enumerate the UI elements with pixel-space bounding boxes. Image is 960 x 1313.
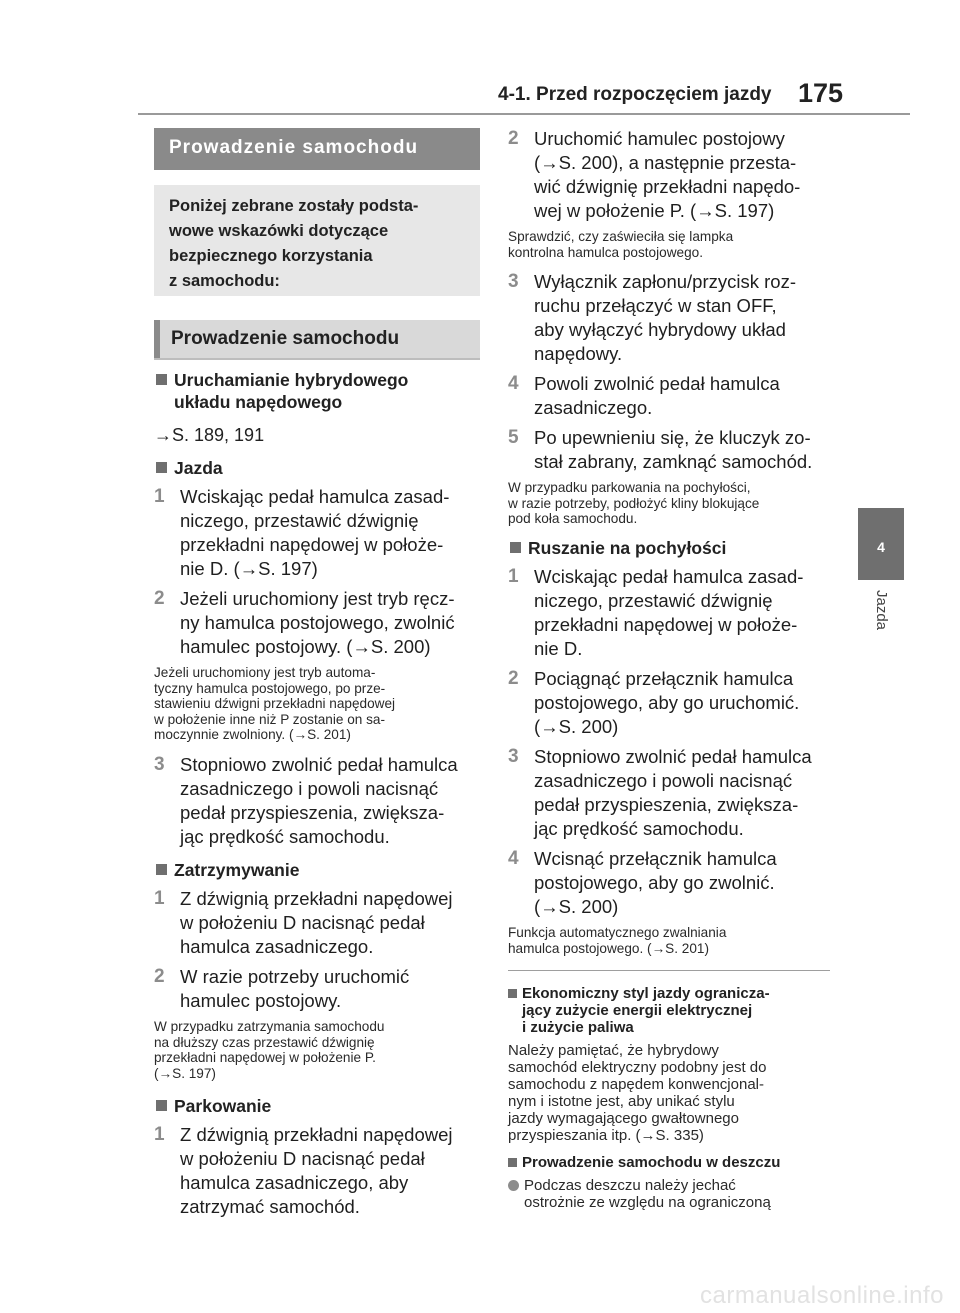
intro-line: Poniżej zebrane zostały podsta- (169, 197, 419, 215)
square-bullet-icon (510, 542, 521, 553)
step-number: 4 (508, 847, 519, 869)
step-number: 1 (154, 486, 165, 507)
chapter-tab[interactable]: 4 (858, 508, 904, 580)
heading-eco-driving: Ekonomiczny styl jazdy ogranicza- jący zużycie energii elektrycznej i zużycie paliwa (508, 985, 838, 1036)
step-number: 1 (154, 887, 165, 909)
step-number: 4 (508, 373, 519, 395)
step-number: 2 (154, 965, 165, 987)
eco-text: Należy pamiętać, że hybrydowy samochód elektryczny podobny jest do samochodu z napędem konwencjonal- nym i istotne jest, aby unikać stylu jazdy wymagającego gwałtownego przyspieszania itp. (→S. 335) (508, 1042, 767, 1145)
square-bullet-icon (156, 462, 167, 473)
step-item: 2 Pociągnąć przełącznik hamulca postojowego, aby go uruchomić. (→S. 200) (508, 667, 800, 737)
square-bullet-icon (508, 989, 517, 998)
step-item: 3 Stopniowo zwolnić pedał hamulca zasadniczego i powoli nacisnąć pedał przyspieszenia, zwiększa- jąc prędkość samochodu. (154, 753, 458, 847)
step-number: 1 (508, 565, 519, 587)
heading-slope-start: Ruszanie na pochyłości (508, 537, 838, 559)
step-number: 3 (508, 271, 519, 293)
bullet-item: Podczas deszczu należy jechać ostrożnie ze względu na ograniczoną (508, 1177, 838, 1211)
square-bullet-icon (156, 864, 167, 875)
intro-line: bezpiecznego korzystania (169, 247, 373, 265)
square-bullet-icon (156, 1100, 167, 1111)
step-item: 1 Wciskając pedał hamulca zasad- niczego, przestawić dźwignię przekładni napędowej w położe- nie D. (→S. 197) (154, 486, 450, 579)
section-title: 4-1. Przed rozpoczęciem jazdy (498, 84, 772, 105)
note-text: W przypadku parkowania na pochyłości, w razie potrzeby, podłożyć kliny blokujące pod koła samochodu. (508, 480, 760, 527)
intro-line: wowe wskazówki dotyczące (169, 222, 389, 240)
step-number: 2 (508, 667, 519, 689)
step-item: 3 Wyłącznik zapłonu/przycisk roz- ruchu przełączyć w stan OFF, aby wyłączyć hybrydowy układ napędowy. (508, 271, 796, 365)
page-reference: →S. 189, 191 (154, 425, 265, 445)
step-item: 1 Z dźwignią przekładni napędowej w położeniu D nacisnąć pedał hamulca zasadniczego. (154, 887, 453, 957)
page-title: Prowadzenie samochodu (154, 128, 480, 170)
note-text: Jeżeli uruchomiony jest tryb automa- tyczny hamulca postojowego, po prze- stawieniu dźwigni przekładni napędowej w położenie inne niż P zostanie on sa- moczynnie zwolniony. (→S. 201) (154, 665, 396, 743)
step-item: 2 Uruchomić hamulec postojowy (→S. 200), a następnie przesta- wić dźwignię przekładni napędo- wej w położenie P. (→S. 197) (508, 128, 801, 221)
intro-line: z samochodu: (169, 272, 280, 290)
round-bullet-icon (508, 1180, 519, 1191)
left-column (154, 369, 482, 1219)
step-number: 2 (508, 128, 519, 149)
note-text: Sprawdzić, czy zaświeciła się lampka kontrolna hamulca postojowego. (508, 229, 734, 260)
square-bullet-icon (508, 1158, 517, 1167)
step-number: 3 (508, 745, 519, 767)
note-text: Funkcja automatycznego zwalniania hamulca postojowego. (→S. 201) (508, 924, 727, 956)
heading-parking: Parkowanie (154, 1095, 482, 1117)
watermark: carmanualsonline.info (700, 1282, 944, 1309)
step-number: 1 (154, 1124, 165, 1146)
chapter-label: Jazda (873, 590, 890, 631)
header-rule (138, 113, 910, 115)
step-item: 1 Wciskając pedał hamulca zasad- niczego, przestawić dźwignię przekładni napędowej w położe- nie D. (508, 565, 804, 659)
step-item: 2 W razie potrzeby uruchomić hamulec postojowy. (154, 965, 410, 1011)
step-number: 3 (154, 753, 165, 775)
subtitle-rule (154, 358, 480, 360)
step-item: 4 Wcisnąć przełącznik hamulca postojowego, aby go zwolnić. (→S. 200) (508, 847, 777, 917)
step-number: 2 (154, 588, 165, 609)
step-number: 5 (508, 427, 519, 449)
step-item: 2 Jeżeli uruchomiony jest tryb ręcz- ny hamulca postojowego, zwolnić hamulec postojowy. (→S. 200) (154, 588, 455, 657)
section-subtitle: Prowadzenie samochodu (154, 320, 480, 358)
heading-jazda: Jazda (154, 457, 482, 479)
square-bullet-icon (156, 374, 167, 385)
step-item: 3 Stopniowo zwolnić pedał hamulca zasadniczego i powoli nacisnąć pedał przyspieszenia, zwiększa- jąc prędkość samochodu. (508, 745, 812, 839)
heading-start-hybrid: Uruchamianie hybrydowego układu napędowego (154, 369, 482, 413)
step-item: 5 Po upewnieniu się, że kluczyk zo- stał zabrany, zamknąć samochód. (508, 427, 813, 473)
page-footer (0, 1270, 960, 1313)
intro-box (154, 185, 480, 296)
note-text: W przypadku zatrzymania samochodu na dłuższy czas przestawić dźwignię przekładni napędowej w położenie P. (→S. 197) (154, 1018, 385, 1081)
heading-stopping: Zatrzymywanie (154, 859, 482, 881)
page-number: 175 (798, 78, 844, 108)
step-item: 1 Z dźwignią przekładni napędowej w położeniu D nacisnąć pedał hamulca zasadniczego, aby zatrzymać samochód. (154, 1124, 453, 1218)
page-header (0, 0, 960, 116)
right-column (508, 127, 838, 1211)
step-item: 4 Powoli zwolnić pedał hamulca zasadniczego. (508, 373, 780, 419)
heading-rain-driving: Prowadzenie samochodu w deszczu (508, 1154, 838, 1171)
